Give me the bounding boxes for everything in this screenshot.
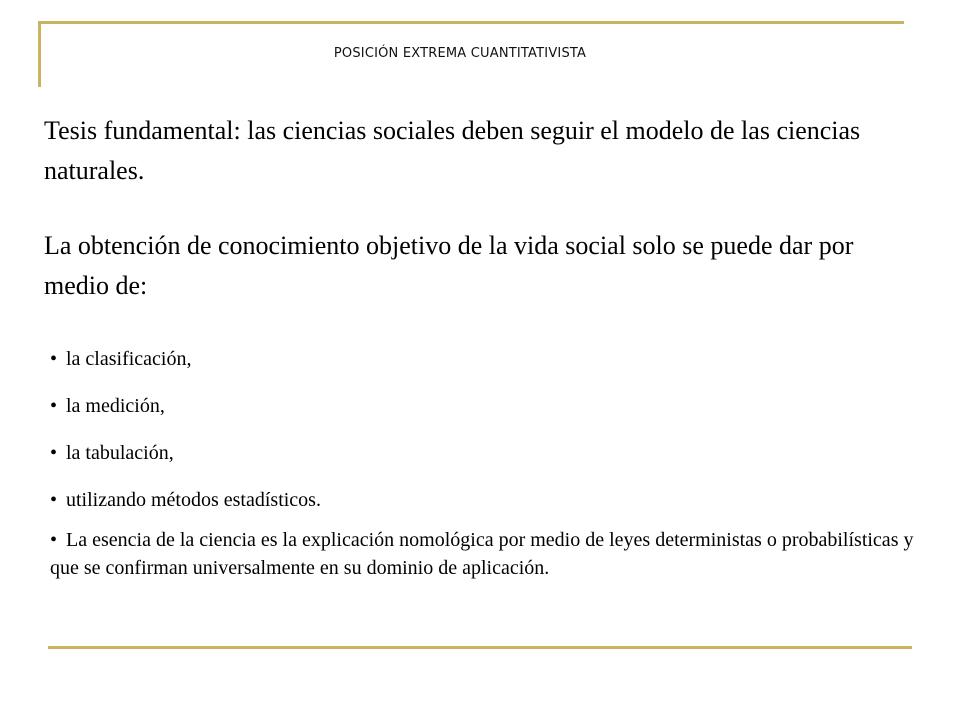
bottom-rule	[48, 646, 912, 649]
list-item-text: La esencia de la ciencia es la explicación nomológica por medio de leyes deterministas o probabilísticas y que se confirman universalmente en su dominio de aplicación.	[50, 529, 914, 579]
bullet-icon: •	[50, 529, 58, 551]
bullet-icon: •	[50, 348, 58, 370]
knowledge-paragraph: La obtención de conocimiento objetivo de la vida social solo se puede dar por medio de:	[44, 231, 854, 300]
list-item	[50, 486, 930, 514]
list-item-text: la tabulación,	[66, 442, 174, 464]
list-item	[50, 392, 930, 420]
bullet-icon: •	[50, 395, 58, 417]
list-item	[50, 526, 930, 582]
thesis-paragraph: Tesis fundamental: las ciencias sociales deben seguir el modelo de las ciencias naturales.	[44, 116, 861, 185]
bullet-icon: •	[50, 442, 58, 464]
list-item-text: utilizando métodos estadísticos.	[66, 489, 321, 511]
list-item	[50, 345, 930, 373]
list-item-text: la medición,	[66, 395, 165, 417]
bullet-list	[50, 345, 930, 582]
top-rule	[40, 21, 904, 24]
list-item	[50, 439, 930, 467]
slide-title: POSICIÓN EXTREMA CUANTITATIVISTA	[333, 46, 587, 61]
bullet-icon: •	[50, 489, 58, 511]
list-item-text: la clasificación,	[66, 348, 192, 370]
